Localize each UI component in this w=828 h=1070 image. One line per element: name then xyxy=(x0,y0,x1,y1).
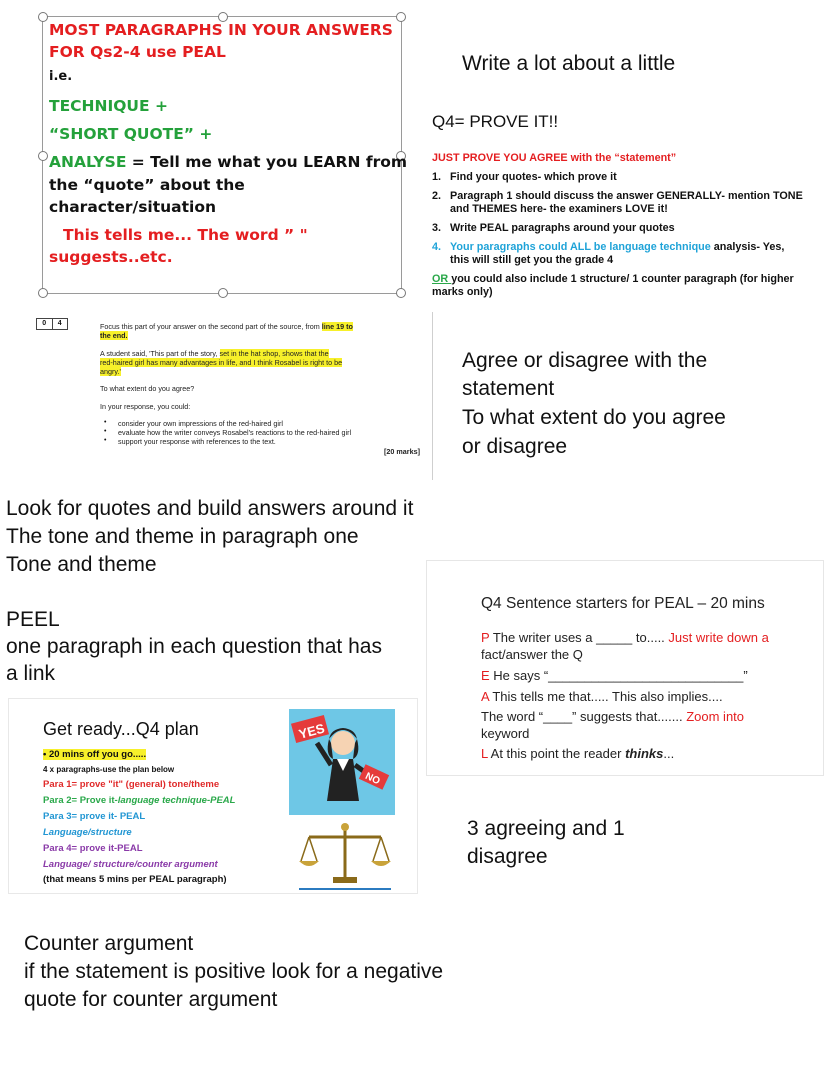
exam-bullet-1-dot: • xyxy=(104,419,107,426)
prove-it-or-rest-2: marks only) xyxy=(432,286,493,298)
prove-it-num-3: 3. xyxy=(432,222,442,234)
peal-line-ie: i.e. xyxy=(49,69,73,84)
exam-bullet-3-dot: • xyxy=(104,437,107,444)
exam-focus-highlight: line 19 to xyxy=(321,322,353,331)
prove-it-or-rest: you could also include 1 structure/ 1 counter paragraph (for higher xyxy=(451,273,794,285)
prove-it-item-4a xyxy=(450,241,784,254)
note-agree-line-2: statement xyxy=(462,377,555,400)
note-agree-line-4: or disagree xyxy=(462,435,568,458)
prove-it-item-3: Write PEAL paragraphs around your quotes xyxy=(450,222,675,234)
ready-lang-2: Language/ structure/counter argument xyxy=(43,859,218,870)
exam-could: In your response, you could: xyxy=(100,402,191,411)
ready-lang: Language/structure xyxy=(43,827,132,838)
ready-mins-line xyxy=(43,749,146,760)
question-number-digit-1: 0 xyxy=(37,319,53,329)
exam-bullet-1: consider your own impressions of the red-haired girl xyxy=(118,419,283,428)
exam-focus-highlight-2: the end. xyxy=(100,331,128,340)
ready-para-1: Para 1= prove "it" (general) tone/theme xyxy=(43,779,220,790)
starters-l-end: ... xyxy=(663,746,675,761)
exam-student-line-2 xyxy=(100,358,342,367)
note-agree-line-1: Agree or disagree with the xyxy=(462,349,708,372)
sentence-starters-panel xyxy=(426,560,824,776)
prove-it-heading: JUST PROVE YOU AGREE with the “statement” xyxy=(432,152,677,164)
note-write-a-lot: Write a lot about a little xyxy=(462,52,676,75)
ready-mins: • 20 mins off you go..... xyxy=(43,749,147,760)
exam-bullet-2-dot: • xyxy=(104,428,107,435)
balance-scales-icon xyxy=(297,819,393,891)
question-number-box xyxy=(36,318,68,330)
prove-it-num-4: 4. xyxy=(432,241,442,253)
exam-marks: [20 marks] xyxy=(384,447,420,456)
peal-line-7: the “quote” about the xyxy=(49,176,245,194)
ready-para-4: Para 4= prove it-PEAL xyxy=(43,843,143,854)
prove-it-num-1: 1. xyxy=(432,171,442,183)
starters-l-row xyxy=(481,745,674,762)
starters-l-letter: L xyxy=(481,746,488,761)
prove-it-panel xyxy=(426,106,818,312)
exam-focus-line-2 xyxy=(100,331,128,340)
prove-it-num-2: 2. xyxy=(432,190,442,202)
starters-l-text: At this point the reader xyxy=(487,746,626,761)
note-three-line-1: 3 agreeing and 1 xyxy=(467,817,625,840)
starters-l-bold: thinks xyxy=(625,746,664,761)
prove-it-item-1: Find your quotes- which prove it xyxy=(450,171,617,183)
starters-word-text: The word “____” suggests that....... xyxy=(481,709,687,724)
ready-title: Get ready...Q4 plan xyxy=(43,719,199,739)
exam-student-highlight-1: set in the hat shop, shows that the xyxy=(219,349,329,358)
note-look-line-1: Look for quotes and build answers around it xyxy=(6,497,414,520)
note-peel-line-3: a link xyxy=(6,662,56,685)
starters-title: Q4 Sentence starters for PEAL – 20 mins xyxy=(481,595,765,612)
resize-handle-bottom-left[interactable] xyxy=(38,288,48,298)
resize-handle-top-right[interactable] xyxy=(396,12,406,22)
exam-student-highlight-3: angry.' xyxy=(100,367,121,376)
peal-line-10: suggests..etc. xyxy=(49,248,173,266)
exam-student-line-3 xyxy=(100,367,121,376)
note-three-line-2: disagree xyxy=(467,845,548,868)
starters-a-letter: A xyxy=(481,689,489,704)
prove-it-title: Q4= PROVE IT!! xyxy=(432,112,559,131)
starters-p-text: The writer uses a _____ to..... xyxy=(489,630,669,645)
exam-student-text: A student said, 'This part of the story, xyxy=(100,349,220,358)
prove-it-item-2b: and THEMES here- the examiners LOVE it! xyxy=(450,203,668,215)
starters-word-red: Zoom into xyxy=(686,709,745,724)
scales-illustration xyxy=(297,819,393,891)
prove-it-item-2a: Paragraph 1 should discuss the answer GENERALLY- mention TONE xyxy=(450,190,803,202)
question-number-digit-2: 4 xyxy=(57,320,62,327)
resize-handle-bottom-right[interactable] xyxy=(396,288,406,298)
note-peel-line-1: PEEL xyxy=(6,608,60,631)
peal-analyse-word: ANALYSE xyxy=(49,153,127,171)
ready-para-2-text: Para 2= Prove it- xyxy=(43,795,118,806)
starters-word-red-2: keyword xyxy=(481,726,530,741)
ready-para-2 xyxy=(43,795,235,806)
starters-a-row xyxy=(481,688,723,705)
prove-it-or-line xyxy=(432,273,794,286)
get-ready-panel xyxy=(8,698,418,894)
starters-p-red-2: fact/answer the Q xyxy=(481,647,583,662)
resize-handle-left[interactable] xyxy=(38,151,48,161)
exam-question-snippet xyxy=(32,312,433,480)
starters-e-text: He says “___________________________” xyxy=(489,668,748,683)
note-counter-line-3: quote for counter argument xyxy=(24,988,278,1011)
ready-para-3: Para 3= prove it- PEAL xyxy=(43,811,146,822)
yes-no-illustration xyxy=(289,709,395,815)
peal-analyse-line xyxy=(49,153,407,171)
peal-line-2: FOR Qs2-4 use PEAL xyxy=(49,43,226,61)
peal-analyse-rest: = Tell me what you LEARN from xyxy=(126,153,408,171)
resize-handle-bottom[interactable] xyxy=(218,288,228,298)
starters-e-letter: E xyxy=(481,668,490,683)
exam-focus-text: Focus this part of your answer on the second part of the source, from xyxy=(100,322,322,331)
prove-it-item-4a-blue: Your paragraphs could ALL be language technique xyxy=(450,241,711,253)
peal-line-1: MOST PARAGRAPHS IN YOUR ANSWERS xyxy=(49,21,393,39)
prove-it-item-4b: this will still get you the grade 4 xyxy=(450,254,614,266)
note-counter-line-1: Counter argument xyxy=(24,932,194,955)
starters-p-letter: P xyxy=(481,630,490,645)
note-look-line-3: Tone and theme xyxy=(6,553,157,576)
ready-means: (that means 5 mins per PEAL paragraph) xyxy=(43,874,227,885)
peal-text-box[interactable] xyxy=(42,16,408,294)
note-counter-line-2: if the statement is positive look for a negative xyxy=(24,960,444,983)
no-sign-text: NO xyxy=(363,770,382,788)
yes-no-girl-icon xyxy=(289,709,395,815)
prove-it-item-4a-black: analysis- Yes, xyxy=(710,241,785,253)
peal-line-9: This tells me... The word ” " xyxy=(63,226,308,244)
exam-extent: To what extent do you agree? xyxy=(100,384,195,393)
starters-p-red: Just write down a xyxy=(668,630,769,645)
note-peel-line-2: one paragraph in each question that has xyxy=(6,635,382,658)
starters-e-row xyxy=(481,667,748,684)
note-agree-line-3: To what extent do you agree xyxy=(462,406,726,429)
peal-technique: TECHNIQUE + xyxy=(49,97,168,115)
resize-handle-top-left[interactable] xyxy=(38,12,48,22)
starters-p-row xyxy=(481,629,769,646)
peal-short-quote: “SHORT QUOTE” + xyxy=(49,125,213,143)
exam-bullet-3: support your response with references to the text. xyxy=(118,437,276,446)
exam-student-line-1 xyxy=(100,349,329,358)
note-look-line-2: The tone and theme in paragraph one xyxy=(6,525,359,548)
starters-a-text: This tells me that..... This also implies.... xyxy=(488,689,723,704)
exam-student-highlight-2: red-haired girl has many advantages in life, and I think Rosabel is right to be xyxy=(100,358,343,367)
starters-word-row xyxy=(481,708,744,725)
prove-it-or-word: OR xyxy=(432,273,452,285)
exam-focus-line xyxy=(100,322,353,331)
yes-sign-text: YES xyxy=(297,720,327,742)
ready-plan: 4 x paragraphs-use the plan below xyxy=(43,765,175,774)
exam-bullet-2: evaluate how the writer conveys Rosabel's reactions to the red-haired girl xyxy=(118,428,352,437)
peal-line-8: character/situation xyxy=(49,198,217,216)
ready-para-2-italic: language technique-PEAL xyxy=(117,795,236,806)
